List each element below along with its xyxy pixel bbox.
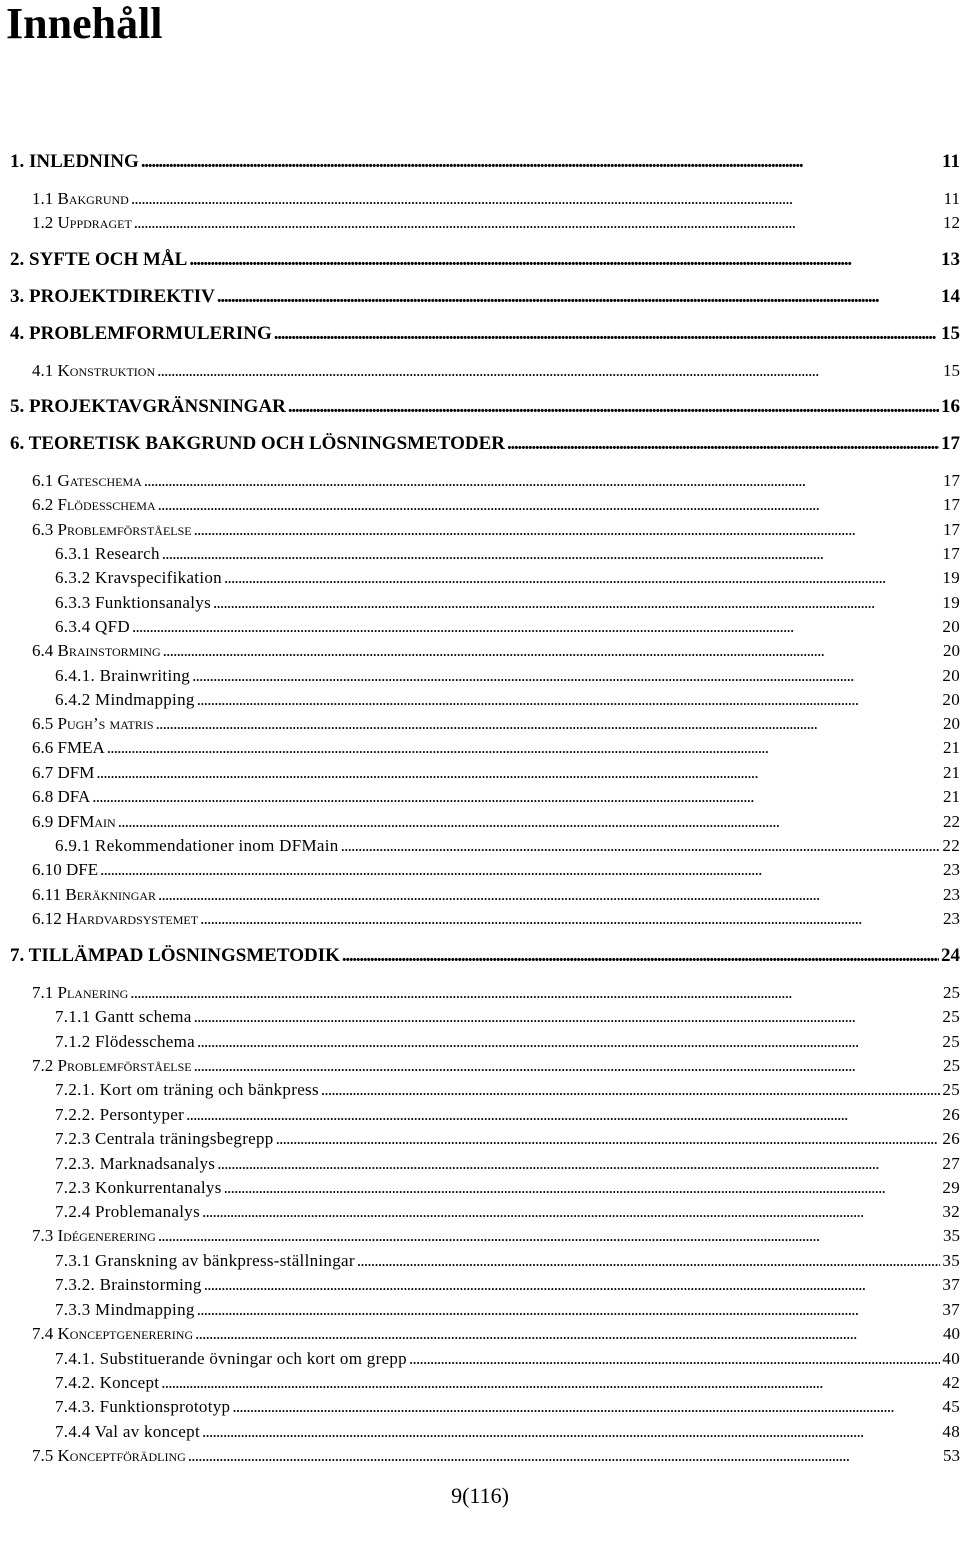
toc-entry-label: 7.3 Idégenerering (32, 1226, 156, 1245)
toc-entry-page: 14 (941, 286, 960, 307)
toc-entry-label: 6.3.1 Research (55, 544, 160, 563)
toc-entry-page: 42 (942, 1373, 960, 1392)
dot-leader (202, 1202, 940, 1222)
toc-entry-label: 7.4.1. Substituerande övningar och kort om grepp (55, 1349, 407, 1368)
toc-entry-label: 6.6 FMEA (32, 738, 105, 757)
toc-entry[interactable] (0, 357, 960, 381)
toc-entry-page: 23 (943, 860, 960, 879)
toc-entry-label: 1. INLEDNING (10, 151, 139, 172)
toc-entry[interactable] (0, 1369, 960, 1393)
toc-entry[interactable] (0, 1320, 960, 1344)
dot-leader (92, 787, 941, 807)
toc-entry[interactable] (0, 467, 960, 491)
toc-entry[interactable] (0, 1393, 960, 1417)
toc-entry[interactable] (0, 662, 960, 686)
toc-entry-page: 20 (942, 666, 960, 685)
toc-entry-page: 13 (941, 249, 960, 270)
toc-entry[interactable] (0, 516, 960, 540)
dot-leader (107, 738, 941, 758)
toc-entry-label: 5. PROJEKTAVGRÄNSNINGAR (10, 396, 286, 417)
toc-entry[interactable] (0, 1222, 960, 1246)
toc-entry[interactable] (0, 1003, 960, 1027)
toc-entry-page: 40 (942, 1349, 960, 1368)
toc-entry-label: 4.1 Konstruktion (32, 361, 156, 380)
toc-entry-page: 19 (942, 593, 960, 612)
toc-entry-label: 7.2.4 Problemanalys (55, 1202, 200, 1221)
toc-entry-label: 6.9.1 Rekommendationer inom DFMain (55, 836, 339, 855)
toc-entry-label: 7.2.3. Marknadsanalys (55, 1154, 216, 1173)
toc-entry[interactable] (0, 1125, 960, 1149)
dot-leader (156, 714, 941, 734)
toc-entry-page: 21 (943, 763, 960, 782)
toc-entry[interactable] (0, 881, 960, 905)
toc-entry-page: 17 (943, 495, 960, 514)
toc-entry[interactable] (0, 613, 960, 637)
toc-entry-label: 6.3.3 Funktionsanalys (55, 593, 211, 612)
toc-entry-label: 6.4 Brainstorming (32, 641, 161, 660)
toc-entry-page: 26 (942, 1129, 960, 1148)
toc-entry-label: 7.3.1 Granskning av bänkpress-ställningar (55, 1251, 355, 1270)
dot-leader (100, 860, 941, 880)
dot-leader (409, 1349, 940, 1369)
toc-entry-label: 7.1 Planering (32, 983, 129, 1002)
toc-entry-page: 20 (943, 714, 960, 733)
dot-leader (158, 1226, 941, 1246)
toc-entry[interactable] (0, 710, 960, 734)
page-number: 9(116) (451, 1483, 509, 1508)
dot-leader (141, 152, 940, 172)
toc-entry[interactable] (0, 1271, 960, 1295)
toc-entry-page: 53 (943, 1446, 960, 1465)
toc-entry-label: 7.2.3 Konkurrentanalys (55, 1178, 222, 1197)
toc-entry-label: 7.2.2. Persontyper (55, 1105, 185, 1124)
toc-entry[interactable] (0, 856, 960, 880)
toc-entry-page: 45 (942, 1397, 960, 1416)
toc-entry-page: 25 (943, 983, 960, 1002)
toc-entry-page: 19 (942, 568, 960, 587)
dot-leader (224, 1178, 941, 1198)
dot-leader (224, 568, 940, 588)
toc-entry-label: 6.5 Pugh’s matris (32, 714, 154, 733)
dot-leader (130, 983, 941, 1003)
dot-leader (507, 434, 939, 454)
toc-entry[interactable] (0, 1052, 960, 1076)
toc-entry-label: 7.4 Konceptgenerering (32, 1324, 194, 1343)
toc-entry-label: 7.2.3 Centrala träningsbegrepp (55, 1129, 274, 1148)
toc-entry[interactable] (0, 734, 960, 758)
toc-entry-page: 15 (943, 361, 960, 380)
toc-entry-page: 17 (943, 520, 960, 539)
toc-entry-page: 25 (943, 1056, 960, 1075)
toc-entry-label: 1.2 Uppdraget (32, 213, 132, 232)
toc-entry-label: 6.10 DFE (32, 860, 99, 879)
dot-leader (217, 1154, 940, 1174)
toc-entry-label: 7.1.2 Flödesschema (55, 1032, 195, 1051)
toc-entry[interactable] (0, 1345, 960, 1369)
toc-entry-page: 35 (943, 1226, 960, 1245)
toc-entry[interactable] (0, 1442, 960, 1466)
toc-entry-page: 21 (943, 787, 960, 806)
dot-leader (204, 1275, 941, 1295)
toc-entry[interactable] (0, 1174, 960, 1198)
toc-entry-page: 17 (943, 471, 960, 490)
toc-entry-page: 37 (942, 1275, 960, 1294)
dot-leader (357, 1251, 941, 1271)
toc-entry-label: 6.11 Beräkningar (32, 885, 157, 904)
toc-entry-label: 6.7 DFM (32, 763, 95, 782)
toc-entry-label: 3. PROJEKTDIREKTIV (10, 286, 215, 307)
dot-leader (131, 189, 942, 209)
toc-entry[interactable] (0, 1101, 960, 1125)
toc-entry[interactable] (0, 564, 960, 588)
toc-entry-label: 6.3 Problemförståelse (32, 520, 192, 539)
toc-entry-label: 7.4.2. Koncept (55, 1373, 160, 1392)
dot-leader (197, 690, 941, 710)
dot-leader (200, 909, 941, 929)
toc-entry-label: 7.4.4 Val av koncept (55, 1422, 200, 1441)
toc-entry-label: 6.9 DFMain (32, 812, 116, 831)
dot-leader (321, 1080, 941, 1100)
toc-entry-label: 7.2 Problemförståelse (32, 1056, 192, 1075)
toc-entry-page: 16 (941, 396, 960, 417)
toc-entry-page: 29 (942, 1178, 960, 1197)
toc-entry[interactable] (0, 209, 960, 233)
dot-leader (194, 520, 941, 540)
toc-entry[interactable] (0, 1150, 960, 1174)
toc-entry-page: 26 (942, 1105, 960, 1124)
dot-leader (144, 471, 941, 491)
dot-leader (202, 1422, 940, 1442)
toc-entry-page: 25 (942, 1080, 960, 1099)
toc-entry[interactable] (0, 1076, 960, 1100)
toc-entry-label: 6.3.4 QFD (55, 617, 130, 636)
dot-leader (189, 250, 939, 270)
toc-entry-page: 27 (942, 1154, 960, 1173)
toc-entry[interactable] (0, 905, 960, 929)
toc-entry-label: 6.4.1. Brainwriting (55, 666, 191, 685)
toc-entry-page: 20 (942, 617, 960, 636)
toc-entry-label: 2. SYFTE OCH MÅL (10, 249, 188, 270)
dot-leader (163, 641, 941, 661)
toc-entry-page: 23 (943, 909, 960, 928)
toc-entry-page: 11 (943, 189, 960, 208)
dot-leader (192, 666, 940, 686)
toc-entry[interactable] (0, 637, 960, 661)
toc-entry[interactable] (0, 540, 960, 564)
dot-leader (274, 324, 939, 344)
toc-entry[interactable] (0, 430, 960, 454)
dot-leader (194, 1007, 941, 1027)
toc-entry-page: 48 (942, 1422, 960, 1441)
toc-entry-page: 20 (943, 641, 960, 660)
toc-entry-page: 22 (942, 836, 960, 855)
toc-entry-page: 22 (943, 812, 960, 831)
dot-leader (194, 1056, 941, 1076)
toc-entry-page: 21 (943, 738, 960, 757)
dot-leader (342, 946, 939, 966)
toc-entry[interactable] (0, 148, 960, 172)
toc-entry[interactable] (0, 832, 960, 856)
toc-entry-label: 6.2 Flödesschema (32, 495, 156, 514)
dot-leader (288, 397, 939, 417)
dot-leader (118, 812, 941, 832)
dot-leader (197, 1300, 941, 1320)
toc-entry[interactable] (0, 759, 960, 783)
dot-leader (162, 544, 941, 564)
toc-entry[interactable] (0, 1198, 960, 1222)
toc-entry[interactable] (0, 393, 960, 417)
dot-leader (158, 495, 941, 515)
dot-leader (341, 836, 941, 856)
toc-entry-page: 23 (943, 885, 960, 904)
toc-entry[interactable] (0, 1418, 960, 1442)
toc-entry-label: 7.5 Konceptförädling (32, 1446, 186, 1465)
toc-entry[interactable] (0, 808, 960, 832)
dot-leader (132, 617, 940, 637)
toc-entry[interactable] (0, 320, 960, 344)
toc-entry-label: 7.3.3 Mindmapping (55, 1300, 195, 1319)
toc-entry-page: 17 (941, 433, 960, 454)
toc-entry-page: 20 (942, 690, 960, 709)
dot-leader (161, 1373, 940, 1393)
toc-entry[interactable] (0, 283, 960, 307)
dot-leader (195, 1324, 941, 1344)
toc-entry-label: 7.1.1 Gantt schema (55, 1007, 192, 1026)
toc-entry-label: 6.4.2 Mindmapping (55, 690, 195, 709)
dot-leader (232, 1397, 940, 1417)
dot-leader (276, 1129, 941, 1149)
dot-leader (186, 1105, 940, 1125)
toc-entry[interactable] (0, 491, 960, 515)
toc-entry[interactable] (0, 686, 960, 710)
dot-leader (197, 1032, 940, 1052)
toc-entry-page: 40 (943, 1324, 960, 1343)
toc-entry-page: 32 (942, 1202, 960, 1221)
dot-leader (213, 593, 940, 613)
toc-entry-page: 12 (943, 213, 960, 232)
toc-entry-page: 25 (942, 1032, 960, 1051)
dot-leader (157, 361, 941, 381)
toc-entry[interactable] (0, 1247, 960, 1271)
toc-entry-label: 7. TILLÄMPAD LÖSNINGSMETODIK (10, 945, 340, 966)
toc-entry[interactable] (0, 246, 960, 270)
toc-entry-page: 17 (942, 544, 960, 563)
toc-entry[interactable] (0, 979, 960, 1003)
dot-leader (96, 763, 941, 783)
toc-entry-label: 4. PROBLEMFORMULERING (10, 323, 272, 344)
toc-entry-page: 35 (942, 1251, 960, 1270)
toc-entry[interactable] (0, 1028, 960, 1052)
toc-entry-label: 6. TEORETISK BAKGRUND OCH LÖSNINGSMETODER (10, 433, 505, 454)
toc-entry-label: 6.8 DFA (32, 787, 91, 806)
toc-entry[interactable] (0, 783, 960, 807)
toc-entry[interactable] (0, 1296, 960, 1320)
dot-leader (134, 213, 941, 233)
toc-entry-label: 7.2.1. Kort om träning och bänkpress (55, 1080, 319, 1099)
page-title: Innehåll (6, 0, 163, 48)
toc-entry[interactable] (0, 185, 960, 209)
toc-entry-page: 37 (942, 1300, 960, 1319)
toc-entry-page: 15 (941, 323, 960, 344)
toc-entry-page: 11 (942, 151, 960, 172)
dot-leader (158, 885, 941, 905)
toc-entry-label: 1.1 Bakgrund (32, 189, 129, 208)
toc-entry-label: 6.12 Hardvardsystemet (32, 909, 199, 928)
toc-entry-label: 7.4.3. Funktionsprototyp (55, 1397, 231, 1416)
toc-entry-page: 25 (942, 1007, 960, 1026)
toc-entry-page: 24 (941, 945, 960, 966)
dot-leader (188, 1446, 941, 1466)
toc-entry-label: 6.1 Gateschema (32, 471, 142, 490)
toc-entry-label: 7.3.2. Brainstorming (55, 1275, 202, 1294)
toc-entry-label: 6.3.2 Kravspecifikation (55, 568, 222, 587)
toc-entry[interactable] (0, 942, 960, 966)
toc-entry[interactable] (0, 589, 960, 613)
dot-leader (217, 287, 939, 307)
